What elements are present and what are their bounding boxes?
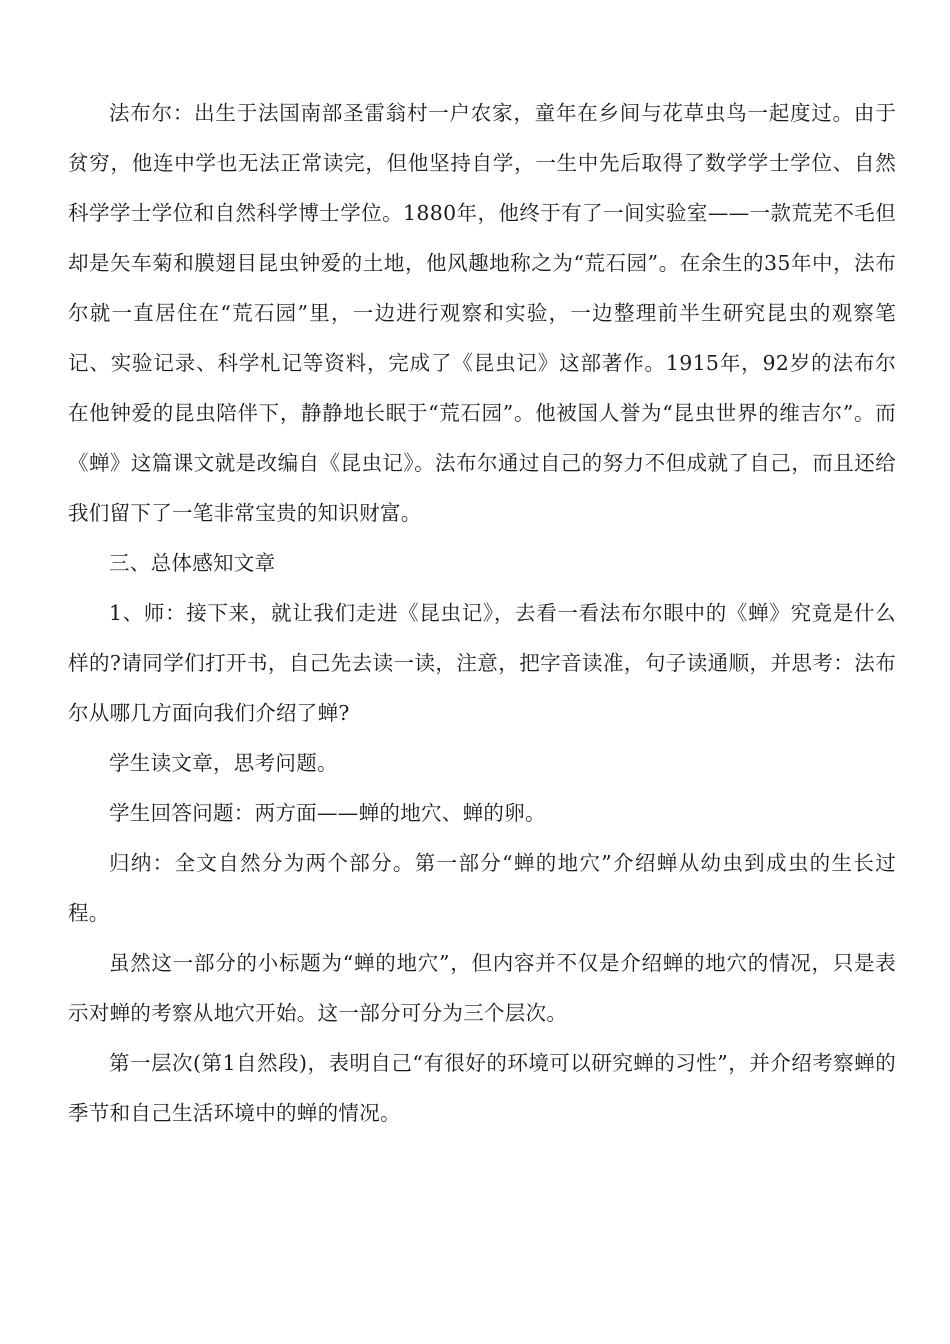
paragraph-part-one-explanation: 虽然这一部分的小标题为“蝉的地穴”，但内容并不仅是介绍蝉的地穴的情况，只是表示对蝉的考察从地穴开始。这一部分可分为三个层次。 bbox=[68, 951, 896, 1025]
paragraph-student-reading: 学生读文章，思考问题。 bbox=[109, 751, 338, 775]
paragraph-first-level: 第一层次(第1自然段)，表明自己“有很好的环境可以研究蝉的习性”，并介绍考察蝉的季节和自己生活环境中的蝉的情况。 bbox=[68, 1051, 896, 1125]
paragraph-fabre-biography: 法布尔：出生于法国南部圣雷翁村一户农家，童年在乡间与花草虫鸟一起度过。由于贫穷，他连中学也无法正常读完，但他坚持自学，一生中先后取得了数学学士学位、自然科学学士学位和自然科学博士学位。1880年，他终于有了一间实验室——一款荒芜不毛但却是矢车菊和膜翅目昆虫钟爱的土地，他风趣地称之为“荒石园”。在余生的35年中，法布尔就一直居住在“荒石园”里，一边进行观察和实验，一边整理前半生研究昆虫的观察笔记、实验记录、科学札记等资料，完成了《昆虫记》这部著作。1915年，92岁的法布尔在他钟爱的昆虫陪伴下，静静地长眠于“荒石园”。他被国人誉为“昆虫世界的维吉尔”。而《蝉》这篇课文就是改编自《昆虫记》。法布尔通过自己的努力不但成就了自己，而且还给我们留下了一笔非常宝贵的知识财富。 bbox=[68, 101, 896, 525]
paragraph-student-answer: 学生回答问题：两方面——蝉的地穴、蝉的卵。 bbox=[109, 801, 546, 825]
section-heading-overview: 三、总体感知文章 bbox=[109, 551, 276, 575]
paragraph-summary: 归纳：全文自然分为两个部分。第一部分“蝉的地穴”介绍蝉从幼虫到成虫的生长过程。 bbox=[68, 851, 896, 925]
paragraph-teacher-prompt: 1、师：接下来，就让我们走进《昆虫记》，去看一看法布尔眼中的《蝉》究竟是什么样的?请同学们打开书，自己先去读一读，注意，把字音读准，句子读通顺，并思考：法布尔从哪几方面向我们介绍了蝉? bbox=[68, 601, 896, 725]
document-page bbox=[68, 88, 896, 1138]
